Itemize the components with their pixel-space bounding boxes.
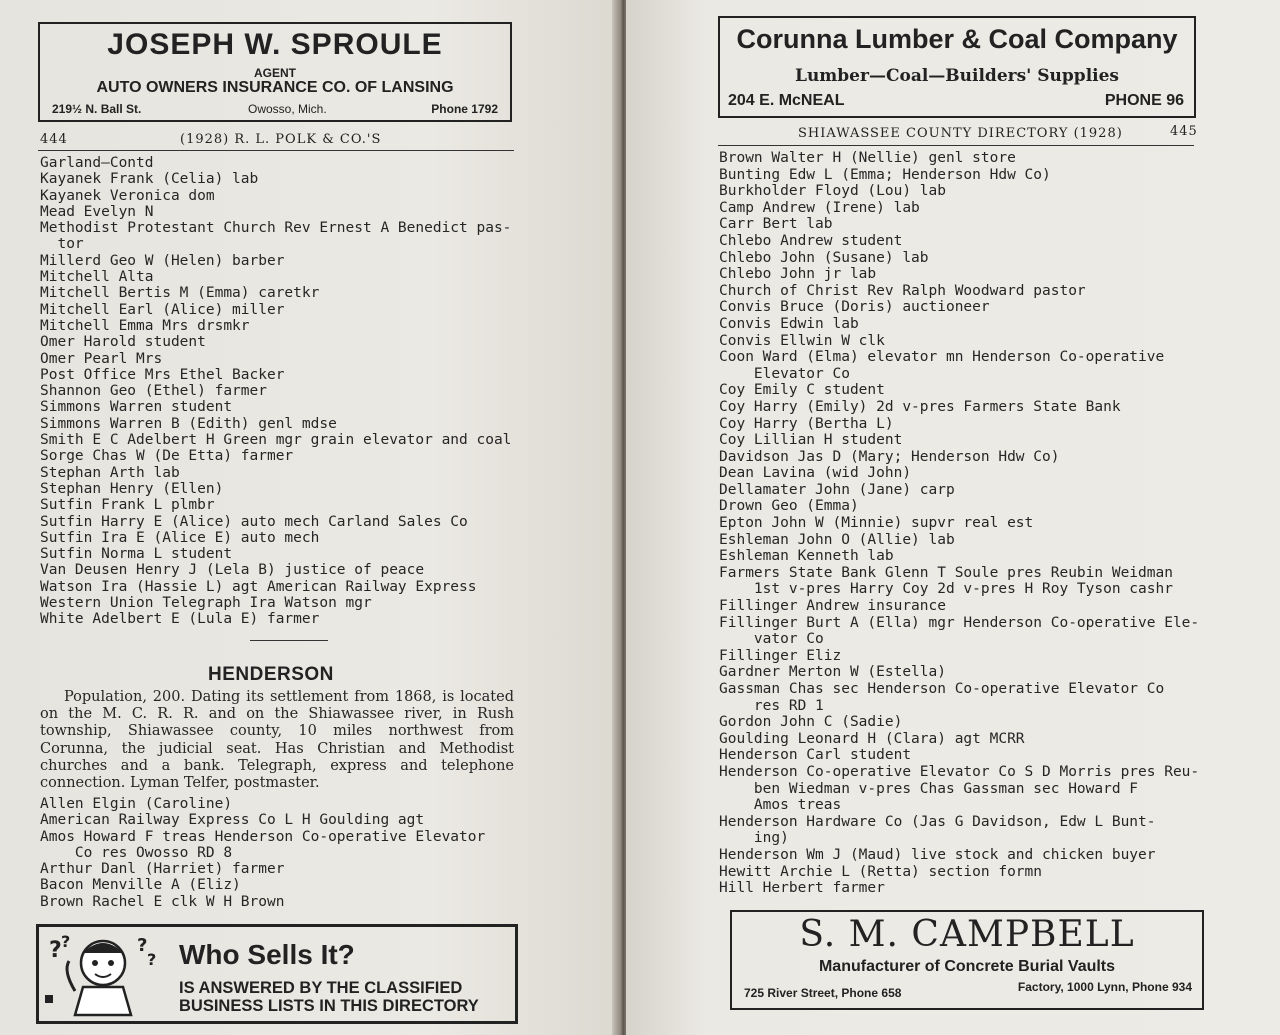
directory-entry: Sutfin Norma L student — [40, 546, 233, 563]
directory-entry: Chlebo John jr lab — [719, 266, 877, 283]
directory-entry: Gardner Merton W (Estella) — [719, 664, 946, 681]
ad-name: S. M. CAMPBELL — [799, 914, 1135, 955]
ad-line-2: BUSINESS LISTS IN THIS DIRECTORY — [179, 997, 479, 1015]
ad-tagline: Manufacturer of Concrete Burial Vaults — [818, 958, 1116, 975]
directory-entry: Elevator Co — [719, 365, 850, 382]
ad-phone: Phone 1792 — [431, 102, 498, 116]
directory-entry: Coy Harry (Emily) 2d v-pres Farmers State Bank — [719, 398, 1121, 415]
ad-line-1: IS ANSWERED BY THE CLASSIFIED — [179, 979, 463, 997]
right-page — [626, 0, 1280, 1035]
directory-entry: Millerd Geo W (Helen) barber — [40, 252, 285, 269]
directory-entry: Drown Geo (Emma) — [719, 498, 859, 515]
directory-entry: Stephan Arth lab — [40, 464, 180, 481]
directory-entry: Simmons Warren student — [40, 399, 233, 416]
directory-entry: Stephan Henry (Ellen) — [40, 480, 224, 497]
directory-entry: Henderson Wm J (Maud) live stock and chicken buyer — [719, 846, 1156, 863]
directory-entry: Coon Ward (Elma) elevator mn Henderson Co-operative — [719, 349, 1165, 366]
directory-entry: 1st v-pres Harry Coy 2d v-pres H Roy Tyson cashr — [719, 581, 1173, 598]
directory-entry: Mitchell Emma Mrs drsmkr — [40, 317, 250, 334]
directory-entry: Omer Pearl Mrs — [40, 350, 163, 367]
directory-entry: Eshleman Kenneth lab — [719, 548, 894, 565]
directory-entry: Smith E C Adelbert H Green mgr grain elevator and coal — [40, 432, 512, 449]
directory-entry: Farmers State Bank Glenn T Soule pres Reubin Weidman — [719, 564, 1173, 581]
directory-entry: Mitchell Alta — [40, 269, 154, 286]
directory-entry: Gassman Chas sec Henderson Co-operative Elevator Co — [719, 681, 1165, 697]
directory-entry: Epton John W (Minnie) supvr real est — [719, 515, 1034, 532]
directory-entry: Post Office Mrs Ethel Backer — [40, 366, 285, 383]
directory-entry: Convis Edwin lab — [719, 315, 859, 332]
running-head: SHIAWASSEE COUNTY DIRECTORY (1928) — [798, 126, 1123, 141]
directory-entry: Sutfin Harry E (Alice) auto mech Carland Sales Co — [40, 513, 468, 530]
directory-entry: Arthur Danl (Harriet) farmer — [40, 861, 285, 878]
ad-city: Owosso, Mich. — [248, 102, 327, 116]
directory-entry: ing) — [719, 830, 789, 847]
section-entries — [40, 796, 485, 910]
ad-phone: PHONE 96 — [1104, 92, 1184, 109]
directory-entry: res RD 1 — [719, 697, 824, 714]
directory-entry: Van Deusen Henry J (Lela B) justice of peace — [40, 562, 425, 579]
header-rule — [718, 145, 1194, 146]
directory-entry: Brown Rachel E clk W H Brown — [40, 893, 285, 910]
directory-entry: Henderson Hardware Co (Jas G Davidson, Edw L Bunt- — [719, 813, 1156, 830]
ad-name: Corunna Lumber & Coal Company — [736, 24, 1178, 54]
ad-address: 219½ N. Ball St. — [52, 102, 142, 116]
directory-entry: Eshleman John O (Allie) lab — [719, 531, 955, 548]
directory-entry: White Adelbert E (Lula E) farmer — [40, 611, 320, 628]
who-sells-it-ad — [36, 924, 518, 1024]
ad-tagline: Lumber—Coal—Builders' Supplies — [794, 66, 1119, 86]
svg-text:?: ? — [49, 938, 62, 963]
directory-entry: Henderson Co-operative Elevator Co S D Morris pres Reu- — [719, 763, 1200, 780]
directory-entry: Western Union Telegraph Ira Watson mgr — [40, 595, 372, 612]
sproule-ad — [38, 22, 512, 122]
directory-entry: Coy Harry (Bertha L) — [719, 415, 894, 432]
directory-entry: Fillinger Eliz — [719, 647, 842, 664]
directory-entry: Coy Lillian H student — [719, 432, 903, 449]
directory-entry: Kayanek Veronica dom — [40, 187, 215, 204]
directory-entry: Sutfin Frank L plmbr — [40, 497, 215, 514]
page-number: 445 — [1170, 124, 1198, 139]
section-title: HENDERSON — [208, 664, 334, 685]
campbell-ad — [730, 910, 1204, 1010]
directory-entry: Co res Owosso RD 8 — [40, 844, 233, 861]
directory-entries — [719, 150, 1199, 897]
directory-entry: Chlebo Andrew student — [719, 232, 903, 249]
directory-entry: ben Wiedman v-pres Chas Gassman sec Howard F — [719, 780, 1139, 797]
header-rule — [38, 150, 514, 151]
running-head: (1928) R. L. POLK & CO.'S — [180, 132, 382, 147]
directory-entry: Goulding Leonard H (Clara) agt MCRR — [719, 730, 1025, 747]
directory-entry: Gordon John C (Sadie) — [719, 714, 903, 731]
directory-entry: Shannon Geo (Ethel) farmer — [40, 383, 267, 400]
directory-entry: vator Co — [719, 631, 824, 648]
directory-entry: Church of Christ Rev Ralph Woodward pastor — [719, 282, 1086, 299]
directory-entry: Dellamater John (Jane) carp — [719, 481, 955, 498]
directory-entry: Henderson Carl student — [719, 747, 912, 764]
cartoon-boy-icon — [45, 931, 163, 1017]
directory-entries — [40, 155, 511, 628]
svg-text:?: ? — [61, 932, 71, 951]
directory-entry: Bunting Edw L (Emma; Henderson Hdw Co) — [719, 166, 1051, 183]
directory-entry: Mitchell Bertis M (Emma) caretkr — [40, 285, 320, 302]
directory-entry: Omer Harold student — [40, 334, 206, 351]
directory-entry: Garland—Contd — [40, 155, 154, 171]
directory-entry: Kayanek Frank (Celia) lab — [40, 171, 259, 188]
ad-address: 725 River Street, Phone 658 — [744, 986, 902, 1000]
directory-entry: Methodist Protestant Church Rev Ernest A Benedict pas- — [40, 220, 512, 237]
directory-entry: Watson Ira (Hassie L) agt American Railway Express — [40, 578, 477, 595]
directory-entry: Hill Herbert farmer — [719, 880, 885, 897]
directory-entry: Bacon Menville A (Eliz) — [40, 877, 241, 894]
directory-entry: Carr Bert lab — [719, 216, 833, 233]
left-page — [0, 0, 618, 1035]
directory-entry: tor — [40, 236, 84, 253]
directory-entry: Amos treas — [719, 797, 842, 814]
ad-address: 204 E. McNEAL — [728, 92, 845, 109]
directory-entry: Mitchell Earl (Alice) miller — [40, 301, 285, 318]
directory-entry: Davidson Jas D (Mary; Henderson Hdw Co) — [719, 448, 1060, 465]
directory-entry: Dean Lavina (wid John) — [719, 465, 912, 482]
svg-text:?: ? — [147, 950, 157, 969]
directory-entry: Fillinger Andrew insurance — [719, 598, 946, 615]
directory-entry: Brown Walter H (Nellie) genl store — [719, 150, 1016, 166]
ad-role: AGENT — [254, 66, 296, 80]
directory-entry: Amos Howard F treas Henderson Co-operative Elevator — [40, 828, 486, 845]
ad-name: JOSEPH W. SPROULE — [107, 28, 443, 61]
directory-entry: Burkholder Floyd (Lou) lab — [719, 183, 946, 200]
directory-entry: Convis Ellwin W clk — [719, 332, 885, 349]
directory-entry: Simmons Warren B (Edith) genl mdse — [40, 415, 337, 432]
directory-entry: Hewitt Archie L (Retta) section formn — [719, 863, 1043, 880]
directory-entry: Fillinger Burt A (Ella) mgr Henderson Co-operative Ele- — [719, 614, 1200, 631]
directory-entry: Coy Emily C student — [719, 382, 885, 399]
ad-company: AUTO OWNERS INSURANCE CO. OF LANSING — [96, 79, 454, 96]
directory-entry: American Railway Express Co L H Goulding agt — [40, 812, 425, 829]
svg-text:?: ? — [137, 935, 148, 956]
directory-entry: Sorge Chas W (De Etta) farmer — [40, 448, 294, 465]
section-description: Population, 200. Dating its settlement from 1868, is located on the M. C. R. R. and on the Shiawassee river, in Rush township, Shiawassee county, 10 miles northwest from Corunna, the judicial seat. Has Christian and Methodist churches and a bank. Telegraph, express and telephone connection. Lyman Telfer, postmaster. — [40, 689, 514, 792]
directory-entry: Camp Andrew (Irene) lab — [719, 199, 920, 216]
directory-entry: Chlebo John (Susane) lab — [719, 249, 929, 266]
directory-entry: Sutfin Ira E (Alice E) auto mech — [40, 529, 320, 546]
ad-headline: Who Sells It? — [179, 939, 355, 970]
section-divider — [250, 640, 328, 641]
corunna-lumber-ad — [718, 16, 1196, 118]
ad-factory: Factory, 1000 Lynn, Phone 934 — [1017, 980, 1192, 994]
directory-entry: Allen Elgin (Caroline) — [40, 796, 233, 812]
directory-entry: Convis Bruce (Doris) auctioneer — [719, 299, 990, 316]
page-number: 444 — [40, 132, 68, 147]
directory-entry: Mead Evelyn N — [40, 203, 154, 220]
